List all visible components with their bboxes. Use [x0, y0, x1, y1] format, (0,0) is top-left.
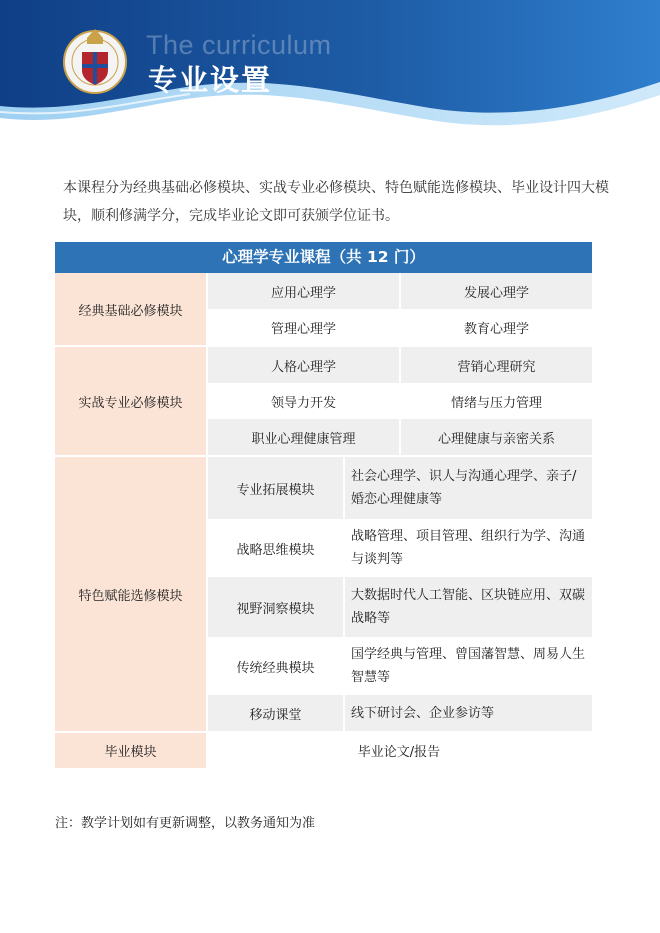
- elective-module-name: 战略思维模块: [236, 542, 315, 558]
- university-seal-logo: [60, 24, 130, 98]
- course-row: [206, 347, 592, 383]
- elective-module-name: 移动课堂: [208, 695, 343, 731]
- footnote: 注：教学计划如有更新调整，以教务通知为准: [55, 816, 316, 831]
- module-category: 毕业模块: [55, 733, 206, 768]
- course-cell: 教育心理学: [463, 321, 529, 337]
- module-group-basic: [55, 273, 592, 347]
- elective-row: [206, 695, 592, 731]
- course-cell: 管理心理学: [270, 321, 336, 337]
- course-cell: 领导力开发: [270, 395, 336, 411]
- module-category: 实战专业必修模块: [55, 347, 206, 455]
- course-row: [206, 273, 592, 309]
- elective-module-desc: 线下研讨会、企业参访等: [345, 695, 592, 731]
- header-banner: [0, 0, 660, 170]
- module-category: 经典基础必修模块: [55, 273, 206, 345]
- curriculum-table: [55, 242, 592, 768]
- course-cell: 营销心理研究: [401, 347, 592, 383]
- section-title: 专业设置: [148, 63, 273, 97]
- elective-row: [206, 519, 592, 577]
- elective-module-desc: 战略管理、项目管理、组织行为学、沟通与谈判等: [351, 529, 586, 567]
- intro-paragraph: 本课程分为经典基础必修模块、实战专业必修模块、特色赋能选修模块、毕业设计四大模块，顺利修满学分，完成毕业论文即可获颁学位证书。: [63, 180, 609, 224]
- graduation-requirement: 毕业论文/报告: [357, 745, 441, 760]
- elective-module-desc: 大数据时代人工智能、区块链应用、双碳战略等: [345, 577, 592, 637]
- elective-module-name: 传统经典模块: [236, 660, 315, 676]
- course-row: [206, 383, 592, 419]
- module-group-practical: [55, 347, 592, 457]
- course-cell: 应用心理学: [208, 273, 399, 309]
- elective-module-desc: 社会心理学、识人与沟通心理学、亲子/婚恋心理健康等: [345, 457, 592, 519]
- elective-module-name: 专业拓展模块: [208, 457, 343, 519]
- section-subtitle: The curriculum: [146, 30, 332, 60]
- elective-module-desc: 国学经典与管理、曾国藩智慧、周易人生智慧等: [351, 647, 586, 685]
- elective-row: [206, 457, 592, 519]
- course-row: [206, 309, 592, 345]
- module-category: 特色赋能选修模块: [55, 457, 206, 731]
- table-title: 心理学专业课程（共 12 门）: [55, 242, 592, 273]
- course-row: [206, 419, 592, 455]
- elective-row: [206, 577, 592, 637]
- module-group-elective: [55, 457, 592, 733]
- course-cell: 职业心理健康管理: [208, 419, 399, 455]
- module-group-graduation: [55, 733, 592, 768]
- course-cell: 心理健康与亲密关系: [401, 419, 592, 455]
- course-cell: 人格心理学: [208, 347, 399, 383]
- course-cell: 情绪与压力管理: [450, 395, 542, 411]
- elective-module-name: 视野洞察模块: [208, 577, 343, 637]
- elective-row: [206, 637, 592, 695]
- course-cell: 发展心理学: [401, 273, 592, 309]
